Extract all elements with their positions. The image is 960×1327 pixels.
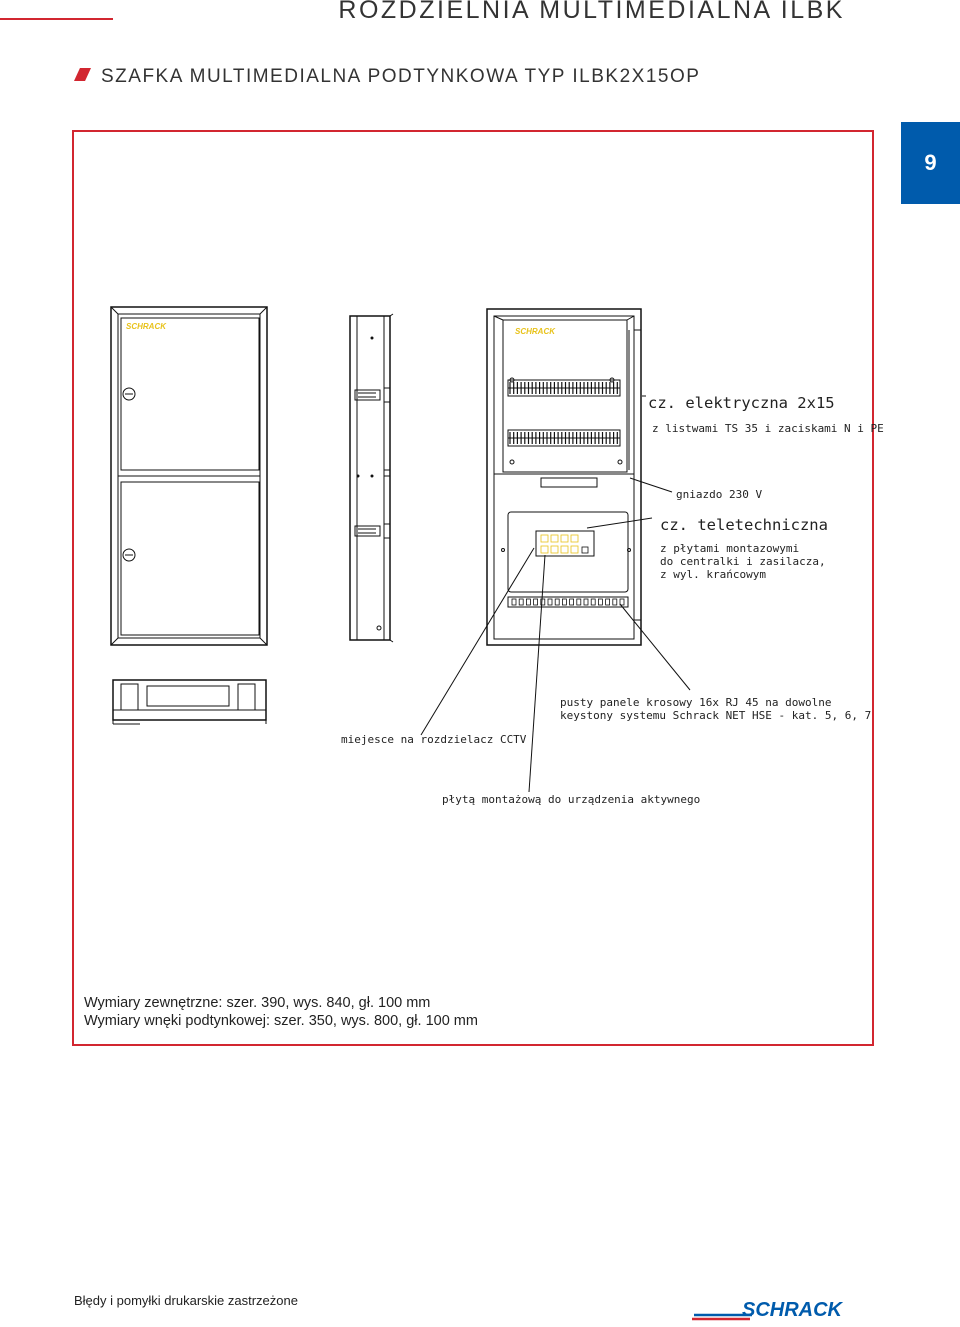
interior-view — [487, 309, 641, 645]
label-tele-desc-3: z wyl. krańcowym — [660, 568, 766, 581]
label-cctv: miejesce na rozdzielacz CCTV — [341, 733, 527, 746]
patch-panel — [508, 597, 628, 607]
rj45-port — [534, 599, 538, 605]
door-brand-logo: SCHRACK — [126, 322, 166, 331]
label-electric-title: cz. elektryczna 2x15 — [648, 394, 835, 412]
logo-text: SCHRACK — [742, 1299, 842, 1321]
label-patch-panel-1: pusty panele krosowy 16x RJ 45 na dowolne — [560, 696, 832, 709]
rj45-port — [548, 599, 552, 605]
label-electric-desc: z listwami TS 35 i zaciskami N i PE — [652, 422, 884, 435]
rj45-port — [512, 599, 516, 605]
schrack-logo[interactable] — [690, 1296, 880, 1322]
rj45-port — [591, 599, 595, 605]
rj45-port — [555, 599, 559, 605]
outer-dimensions: Wymiary zewnętrzne: szer. 390, wys. 840, gł. 100 mm — [84, 995, 431, 1011]
label-tele-desc-1: z płytami montazowymi — [660, 542, 800, 555]
top-view — [113, 680, 266, 724]
label-tele-title: cz. teletechniczna — [660, 516, 828, 534]
front-view — [111, 307, 267, 645]
label-patch-panel-2: keystony systemu Schrack NET HSE - kat. 5, 6, 7 — [560, 709, 872, 722]
label-tele-desc-2: do centralki i zasilacza, — [660, 555, 826, 568]
rj45-port — [613, 599, 617, 605]
label-mounting-plate: płytą montażową do urządzenia aktywnego — [442, 793, 701, 806]
rj45-port — [598, 599, 602, 605]
label-socket: gniazdo 230 V — [676, 488, 763, 501]
rj45-port — [577, 599, 581, 605]
rj45-port — [526, 599, 530, 605]
panel-brand-logo: SCHRACK — [515, 327, 555, 336]
side-view — [350, 314, 393, 642]
section-title-text: SZAFKA MULTIMEDIALNA PODTYNKOWA TYP ILBK2X15OP — [101, 66, 701, 87]
rj45-port — [584, 599, 588, 605]
footer-disclaimer: Błędy i pomyłki drukarskie zastrzeżone — [74, 1293, 298, 1308]
chapter-number: 9 — [924, 150, 937, 175]
rj45-port — [562, 599, 566, 605]
rj45-port — [570, 599, 574, 605]
rj45-port — [606, 599, 610, 605]
recess-dimensions: Wymiary wnęki podtynkowej: szer. 350, wys. 800, gł. 100 mm — [84, 1013, 478, 1029]
dimensions-block — [84, 994, 478, 1030]
page-title: ROZDZIELNIA MULTIMEDIALNA ILBK — [338, 0, 845, 24]
rj45-port — [519, 599, 523, 605]
